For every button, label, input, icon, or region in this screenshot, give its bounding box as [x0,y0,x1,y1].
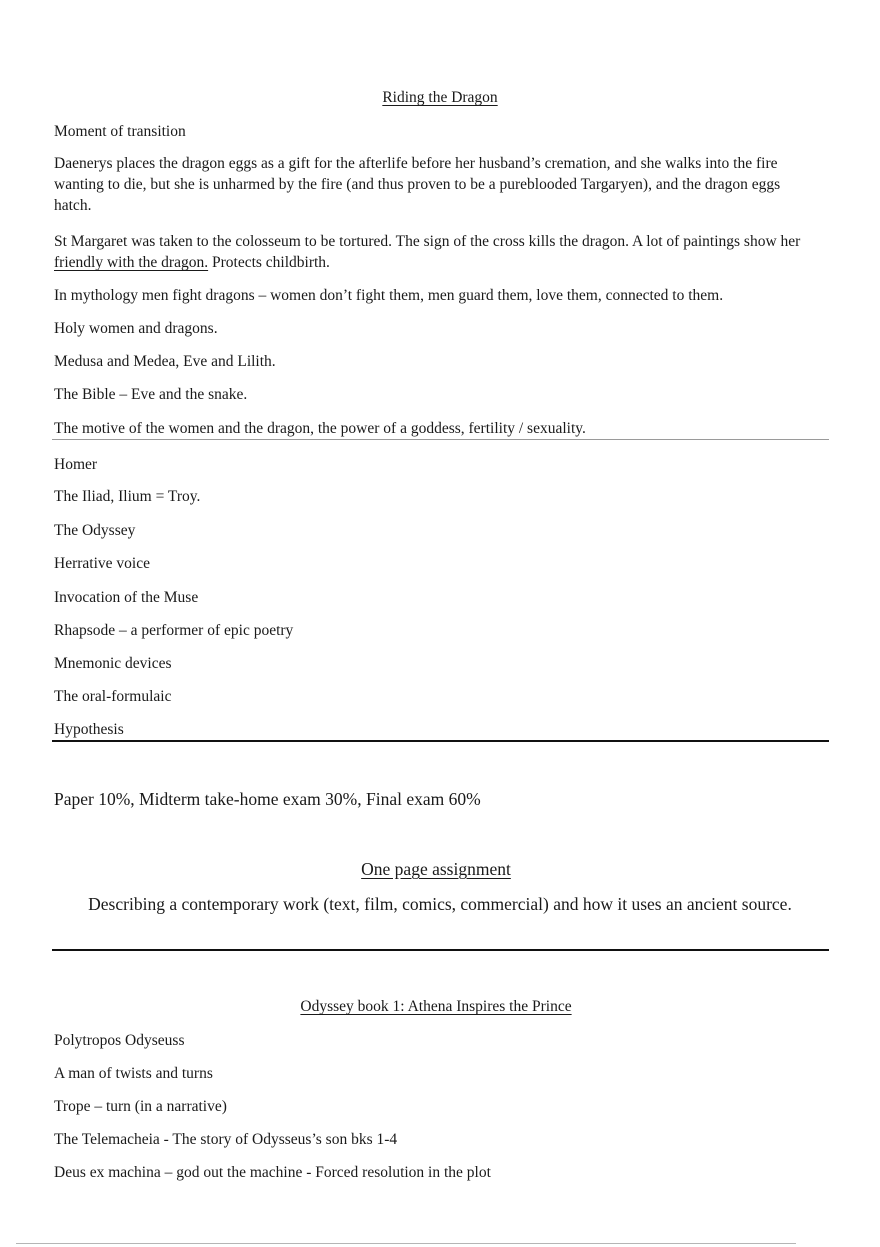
list-item: Homer [54,456,98,473]
list-item: Rhapsode – a performer of epic poetry [54,622,294,639]
note-daenerys: Daenerys places the dragon eggs as a gift for the afterlife before her husband’s cremation, and she walks into the fire wanting to die, but she is unharmed by the fire (and thus proven to be a pureblooded Targaryen), and the dragon eggs hatch. [54,155,781,214]
list-item: Hypothesis [54,721,124,738]
odyssey-title-text: Odyssey book 1: Athena Inspires the Prince [300,998,572,1015]
note-motive: The motive of the women and the dragon, the power of a goddess, fertility / sexuality. [54,420,586,437]
list-item: Mnemonic devices [54,655,172,672]
margaret-text-a: St Margaret was taken to the colosseum to be tortured. The sign of the cross kills the dragon. A lot of paintings show her [54,233,801,250]
margaret-text-b: Protects childbirth. [208,254,330,271]
list-item: Trope – turn (in a narrative) [54,1098,227,1115]
margaret-underlined: friendly with the dragon. [54,254,209,271]
page-bottom-rule [16,1243,796,1244]
note-medusa: Medusa and Medea, Eve and Lilith. [54,353,276,370]
title-text: Riding the Dragon [382,89,498,106]
list-item: The Telemacheia - The story of Odysseus’s son bks 1-4 [54,1131,398,1148]
grading-breakdown: Paper 10%, Midterm take-home exam 30%, Final exam 60% [54,789,481,809]
assignment-description: Describing a contemporary work (text, film, comics, commercial) and how it uses an ancient source. [88,894,792,914]
list-item: Herrative voice [54,555,150,572]
list-item: A man of twists and turns [54,1065,213,1082]
list-item: The Odyssey [54,522,136,539]
list-item: The oral-formulaic [54,688,172,705]
section-title-riding-the-dragon [0,87,880,108]
list-item: Invocation of the Muse [54,589,199,606]
note-moment: Moment of transition [54,123,186,140]
note-bible: The Bible – Eve and the snake. [54,386,248,403]
section-divider [52,949,829,951]
assignment-title [0,859,880,880]
assignment-title-text: One page assignment [361,859,511,879]
note-margaret [54,231,814,273]
note-holy: Holy women and dragons. [54,320,218,337]
section-divider [52,439,829,440]
list-item: Deus ex machina – god out the machine - Forced resolution in the plot [54,1164,491,1181]
section-divider [52,740,829,742]
note-mythology: In mythology men fight dragons – women don’t fight them, men guard them, love them, connected to them. [54,287,724,304]
list-item: Polytropos Odyseuss [54,1032,185,1049]
section-title-odyssey [0,996,880,1017]
list-item: The Iliad, Ilium = Troy. [54,488,201,505]
